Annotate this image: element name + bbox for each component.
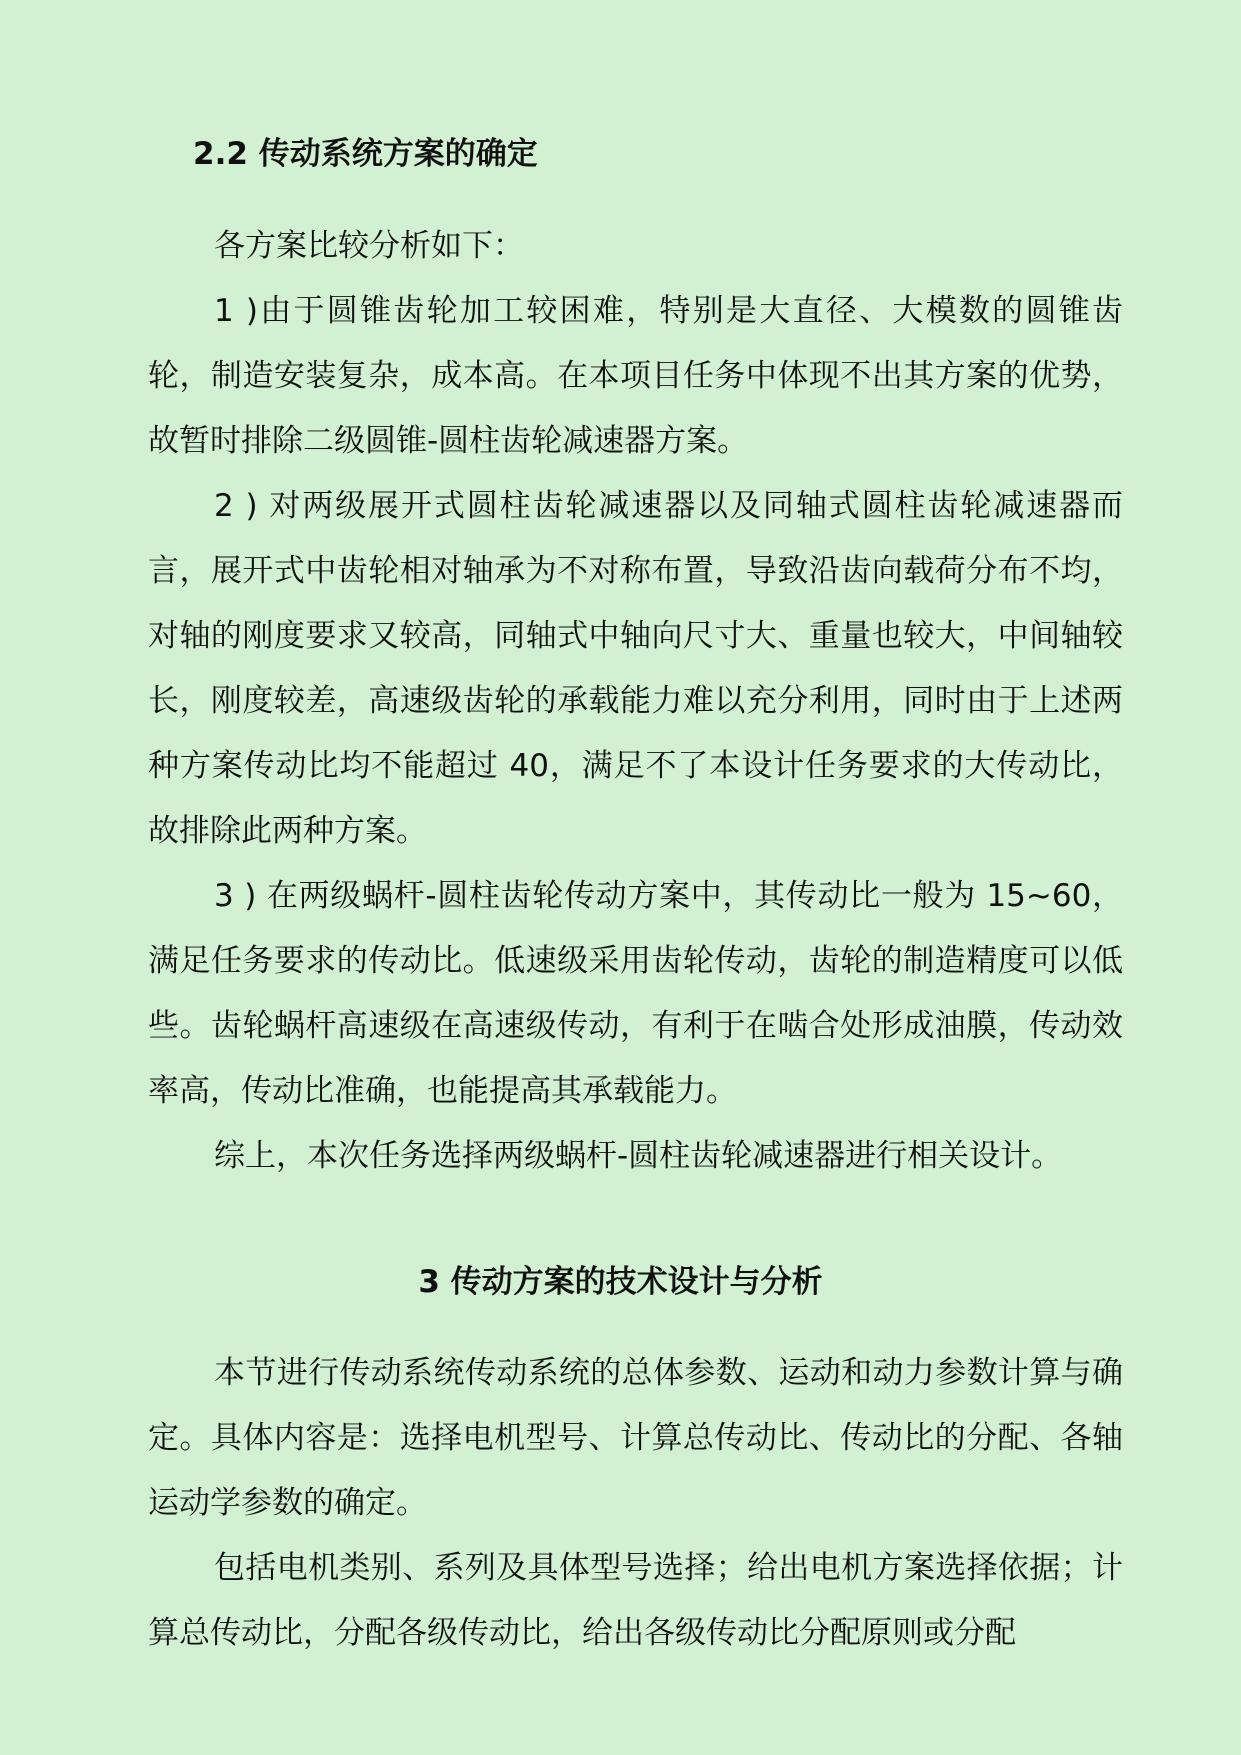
intro-paragraph: 各方案比较分析如下：	[214, 228, 524, 264]
analysis-item-3: 3 ) 在两级蜗杆-圆柱齿轮传动方案中，其传动比一般为 15~60，满足任务要求的传动比。低速级采用齿轮传动，齿轮的制造精度可以低些。齿轮蜗杆高速级在高速级传动，有利于在啮合处形成油膜，传动效率高，传动比准确，也能提高其承载能力。	[148, 878, 1123, 1109]
chapter-paragraph-1: 本节进行传动系统传动系统的总体参数、运动和动力参数计算与确定。具体内容是：选择电机型号、计算总传动比、传动比的分配、各轴运动学参数的确定。	[148, 1355, 1123, 1521]
section-heading: 2.2 传动系统方案的确定	[193, 136, 538, 172]
chapter-heading: 3 传动方案的技术设计与分析	[418, 1264, 823, 1300]
analysis-item-2: 2 ) 对两级展开式圆柱齿轮减速器以及同轴式圆柱齿轮减速器而言，展开式中齿轮相对轴承为不对称布置，导致沿齿向载荷分布不均，对轴的刚度要求又较高，同轴式中轴向尺寸大、重量也较大，中间轴较长，刚度较差，高速级齿轮的承载能力难以充分利用，同时由于上述两种方案传动比均不能超过 40，满足不了本设计任务要求的大传动比，故排除此两种方案。	[148, 488, 1123, 849]
summary-paragraph: 综上，本次任务选择两级蜗杆-圆柱齿轮减速器进行相关设计。	[214, 1138, 1063, 1174]
chapter-paragraph-2: 包括电机类别、系列及具体型号选择；给出电机方案选择依据；计算总传动比，分配各级传动比，给出各级传动比分配原则或分配	[148, 1550, 1123, 1651]
analysis-item-1: 1 )由于圆锥齿轮加工较困难，特别是大直径、大模数的圆锥齿轮，制造安装复杂，成本高。在本项目任务中体现不出其方案的优势，故暂时排除二级圆锥-圆柱齿轮减速器方案。	[148, 293, 1123, 459]
